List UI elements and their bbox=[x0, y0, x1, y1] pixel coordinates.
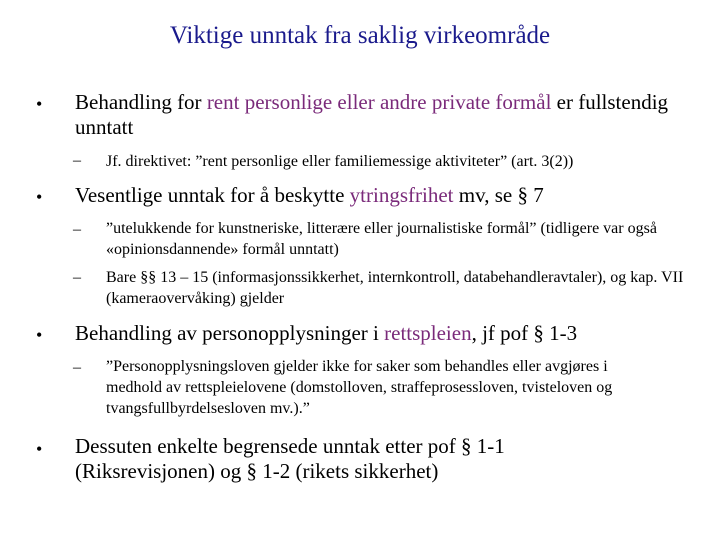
sub-dash: – bbox=[73, 359, 81, 376]
bullet-text: Vesentlige unntak for å beskytte ytringsfrihet mv, se § 7 bbox=[75, 183, 544, 207]
sub-text: ”Personopplysningsloven gjelder ikke for saker som behandles eller avgjøres i medhold av rettspleielovene (domstolloven, straffeprosessloven, tvisteloven og tvangsfullbyrdelsesloven mv.).” bbox=[106, 358, 613, 417]
bullet-text: Dessuten enkelte begrensede unntak etter pof § 1-1 (Riksrevisjonen) og § 1-2 (rikets sikkerhet) bbox=[75, 434, 505, 483]
bullet-marker: • bbox=[36, 439, 43, 459]
highlight-text: ytringsfrihet bbox=[349, 183, 454, 207]
bullet-marker: • bbox=[36, 187, 43, 207]
highlight-text: rettspleien bbox=[384, 321, 472, 345]
bullet-marker: • bbox=[36, 325, 43, 345]
sub-dash: – bbox=[73, 221, 81, 238]
slide-title: Viktige unntak fra saklig virkeområde bbox=[169, 22, 551, 49]
sub-text: ”utelukkende for kunstneriske, litterære eller journalistiske formål” (tidligere var også «opinionsdannende» formål unntatt) bbox=[106, 220, 657, 258]
sub-dash: – bbox=[73, 152, 81, 169]
highlight-text: rent personlige eller andre private formål bbox=[206, 90, 552, 114]
bullet-marker: • bbox=[36, 94, 43, 114]
sub-text: Bare §§ 13 – 15 (informasjonssikkerhet, internkontroll, databehandleravtaler), og kap. VII (kameraovervåking) gjelder bbox=[106, 269, 684, 307]
bullet-text: Behandling for rent personlige eller andre private formål er fullstendig unntatt bbox=[75, 90, 669, 139]
sub-text: Jf. direktivet: ”rent personlige eller familiemessige aktiviteter” (art. 3(2)) bbox=[106, 153, 574, 170]
bullet-text: Behandling av personopplysninger i rettspleien, jf pof § 1-3 bbox=[75, 321, 578, 345]
sub-dash: – bbox=[73, 269, 81, 286]
